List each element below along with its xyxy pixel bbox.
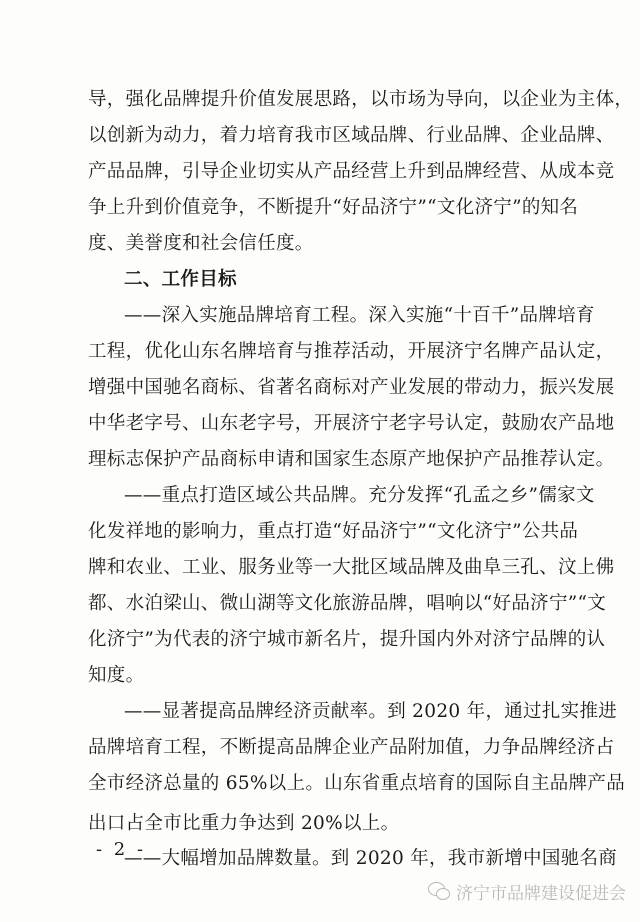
section-heading: 二、工作目标 xyxy=(124,269,237,290)
text-line: 度、美誉度和社会信任度。 xyxy=(88,233,314,254)
text-line: 理标志保护产品商标申请和国家生态原产地保护产品推荐认定。 xyxy=(88,449,615,470)
text-line: 导，强化品牌提升价值发展思路，以市场为导向，以企业为主体， xyxy=(88,89,634,110)
text-line: 工程，优化山东名牌培育与推荐活动，开展济宁名牌产品认定， xyxy=(88,341,615,362)
text-line: ——重点打造区域公共品牌。充分发挥“孔孟之乡”儒家文 xyxy=(124,485,595,506)
text-line: 品牌培育工程，不断提高品牌企业产品附加值，力争品牌经济占 xyxy=(88,737,615,758)
text-line: 知度。 xyxy=(88,665,145,686)
text-line: ——显著提高品牌经济贡献率。到 2020 年，通过扎实推进 xyxy=(124,701,618,722)
wechat-icon xyxy=(428,882,450,900)
text-line: 化发祥地的影响力，重点打造“好品济宁”“文化济宁”公共品 xyxy=(88,521,579,542)
watermark xyxy=(428,879,626,903)
text-line: 出口占全市比重力争达到 20%以上。 xyxy=(88,813,400,834)
text-line: ——深入实施品牌培育工程。深入实施“十百千”品牌培育 xyxy=(124,305,595,326)
text-line: 产品品牌，引导企业切实从产品经营上升到品牌经营、从成本竞 xyxy=(88,161,615,182)
text-line: 全市经济总量的 65%以上。山东省重点培育的国际自主品牌产品 xyxy=(88,773,626,794)
page-number: - 2 - xyxy=(96,839,147,860)
text-line: 以创新为动力，着力培育我市区域品牌、行业品牌、企业品牌、 xyxy=(88,125,615,146)
watermark-text: 济宁市品牌建设促进会 xyxy=(456,883,626,904)
text-line: 都、水泊梁山、微山湖等文化旅游品牌，唱响以“好品济宁”“文 xyxy=(88,593,607,614)
text-line: 牌和农业、工业、服务业等一大批区域品牌及曲阜三孔、汶上佛 xyxy=(88,557,615,578)
text-line: ——大幅增加品牌数量。到 2020 年，我市新增中国驰名商 xyxy=(124,848,618,869)
text-line: 增强中国驰名商标、省著名商标对产业发展的带动力，振兴发展 xyxy=(88,377,615,398)
text-line: 中华老字号、山东老字号，开展济宁老字号认定，鼓励农产品地 xyxy=(88,413,615,434)
text-line: 化济宁”为代表的济宁城市新名片，提升国内外对济宁品牌的认 xyxy=(88,629,606,650)
text-line: 争上升到价值竞争，不断提升“好品济宁”“文化济宁”的知名 xyxy=(88,197,579,218)
